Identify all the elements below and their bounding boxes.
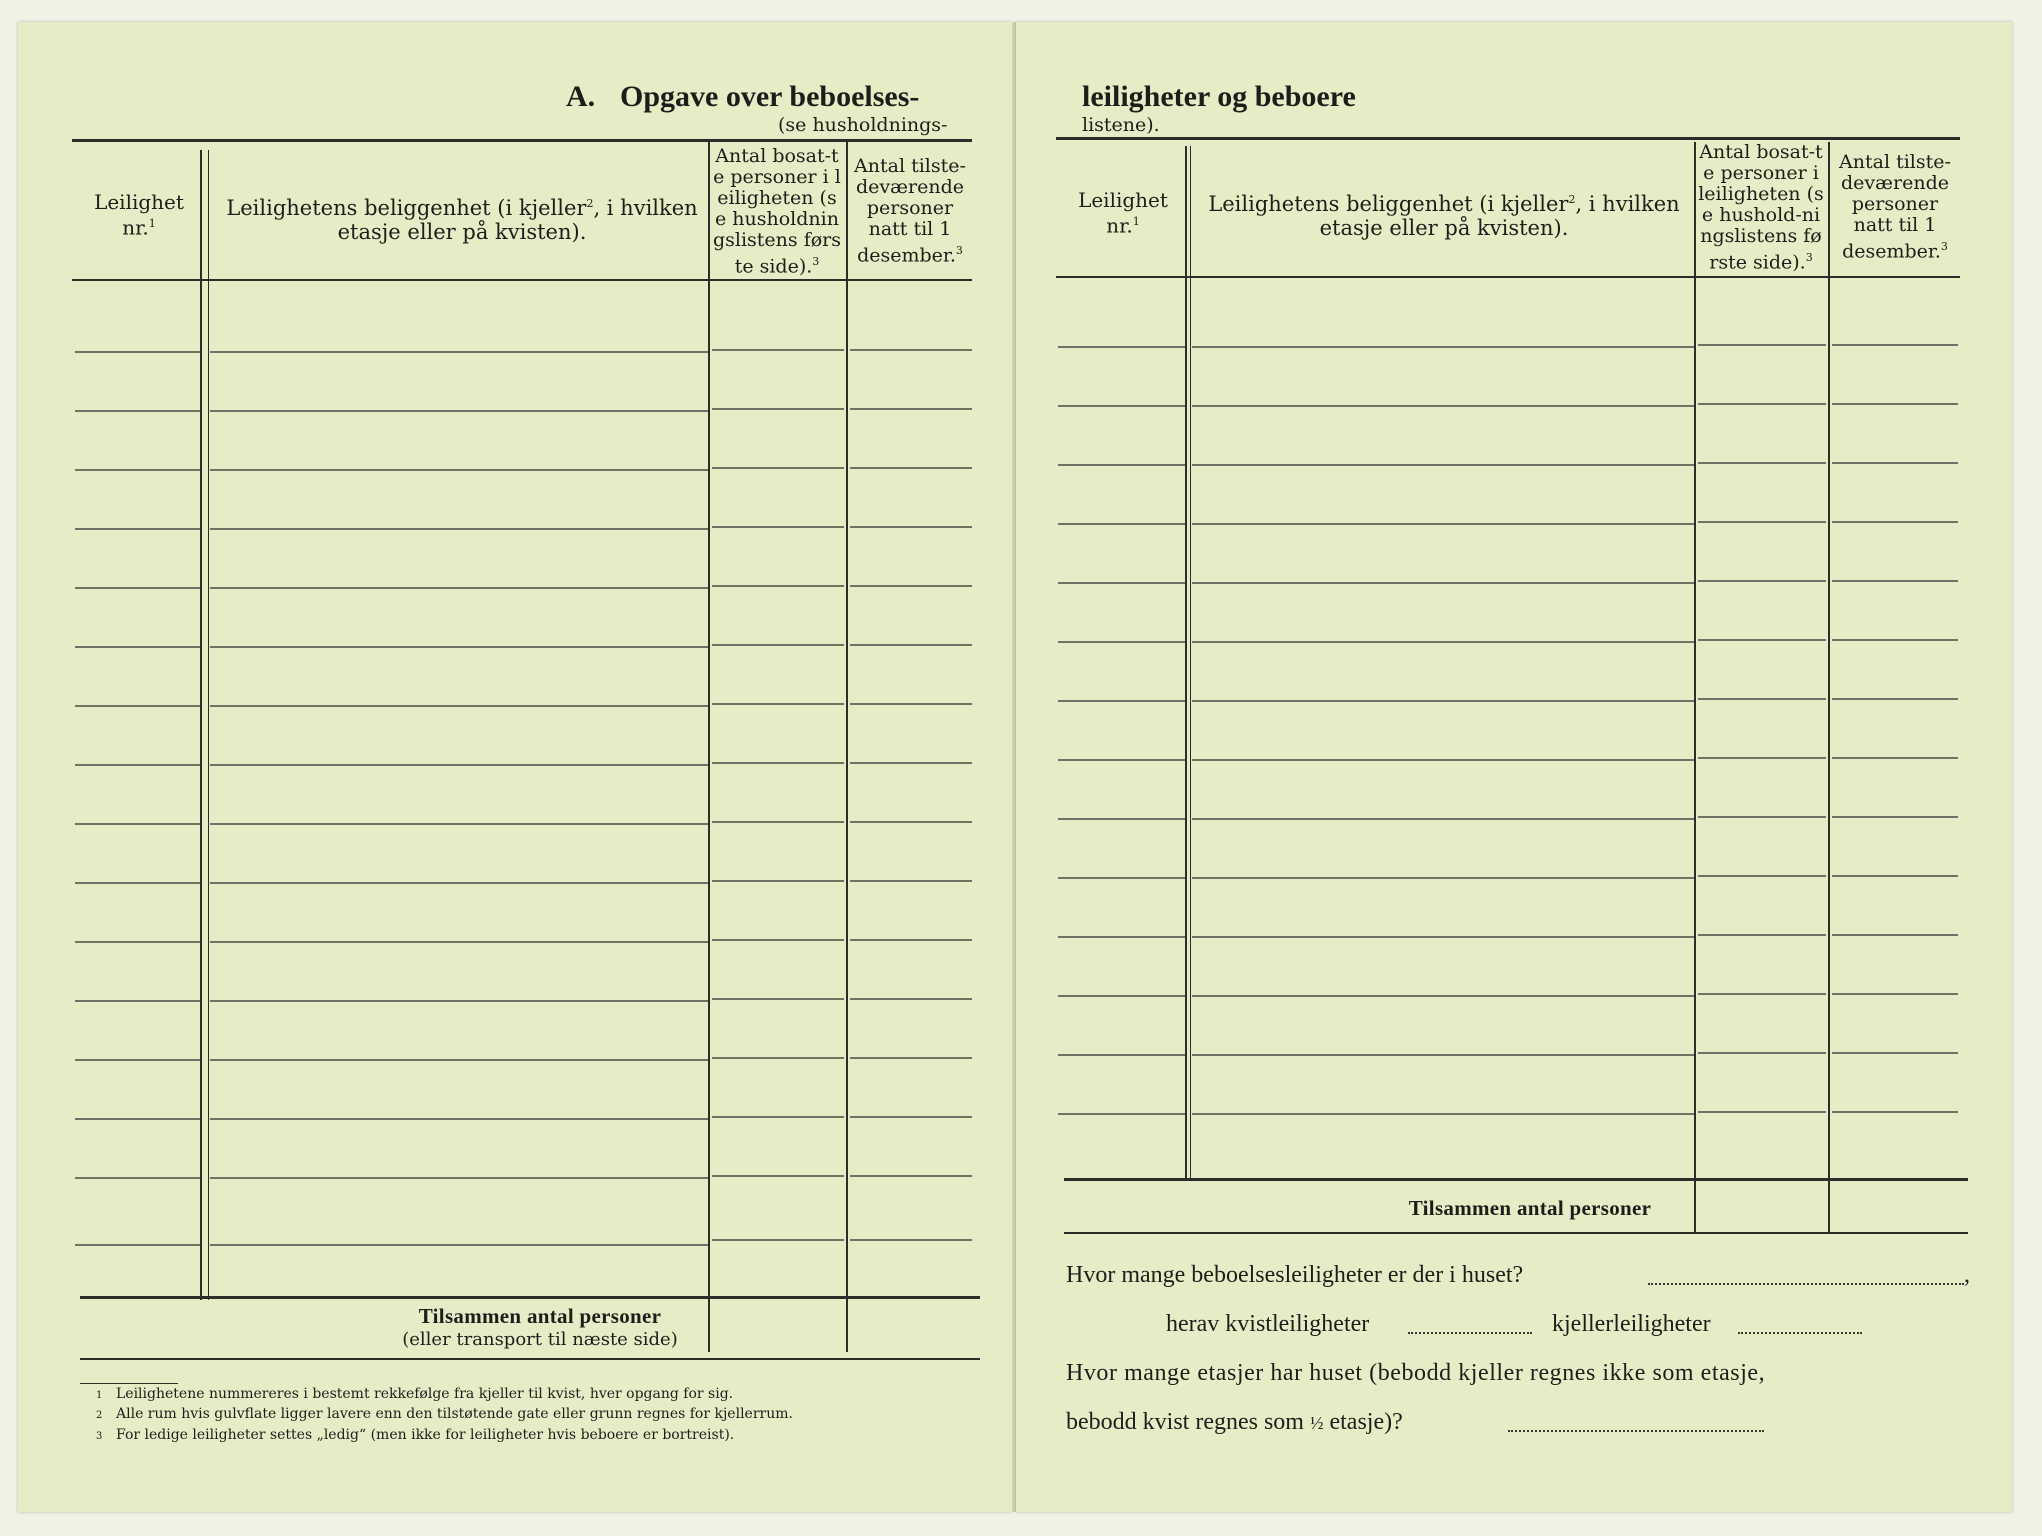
answer-line-floors[interactable] [1508, 1430, 1764, 1432]
answer-line-attic[interactable] [1408, 1332, 1532, 1334]
footnote-2: 2 Alle rum hvis gulvflate ligger lavere enn den tilstøtende gate eller grunn regnes for kjellerrum. [96, 1406, 793, 1422]
question-floors-line1: Hvor mange etasjer har huset (bebodd kjeller regnes ikke som etasje, [1066, 1360, 1766, 1386]
answer-line-basement[interactable] [1738, 1332, 1862, 1334]
column-header-apt-nr: Leilighet nr.$^1$ [1078, 188, 1168, 238]
column-header-present: Antal tilste-deværende personer natt til 1 desember.$^3$ [854, 155, 966, 267]
column-header-residents: Antal bosat-te personer i leiligheten (se hushold-ningslistens første side).$^3$ [1698, 141, 1824, 274]
column-header-location: Leilighetens beliggenhet (i kjeller$^2$, i hvilken etasje eller på kvisten). [1208, 192, 1680, 240]
form-title-right: leiligheter og beboere [1082, 80, 1356, 113]
question-apartments-count: Hvor mange beboelsesleiligheter er der i huset? [1066, 1262, 1524, 1288]
left-total-label: Tilsammen antal personer (eller transport til næste side) [402, 1304, 678, 1350]
column-header-location: Leilighetens beliggenhet (i kjeller$^2$, i hvilken etasje eller på kvisten). [226, 196, 698, 244]
form-title-left: Opgave over beboelses- [620, 80, 920, 113]
total-top-rule [1064, 1178, 1968, 1181]
column-header-present: Antal tilste-deværende personer natt til 1 desember.$^3$ [1839, 151, 1951, 263]
right-total-label: Tilsammen antal personer [1408, 1196, 1652, 1220]
column-header-apt-nr: Leilighet nr.$^1$ [94, 190, 184, 240]
form-subtitle-left: (se husholdnings- [778, 114, 948, 136]
column-header-residents: Antal bosat-te personer i leiligheten (se husholdningslistens første side).$^3$ [712, 145, 842, 278]
question-basement-apartments: kjellerleiligheter [1552, 1311, 1711, 1337]
footnote-1: 1 Leilighetene nummereres i bestemt rekkefølge fra kjeller til kvist, hver opgang for sig. [96, 1386, 734, 1402]
form-subtitle-right: listene). [1082, 114, 1160, 136]
question-floors-line2: bebodd kvist regnes som ½ etasje)? [1066, 1409, 1403, 1435]
question-attic-apartments: herav kvistleiligheter [1166, 1311, 1370, 1337]
question-punctuation: , [1964, 1262, 1970, 1288]
answer-line-apartments[interactable] [1648, 1283, 1964, 1285]
footnote-3: 3 For ledige leiligheter settes „ledig“ (men ikke for leiligheter hvis beboere er bortreist). [96, 1427, 735, 1443]
form-section-letter: A. [566, 80, 596, 113]
total-bottom-rule [1064, 1232, 1968, 1234]
